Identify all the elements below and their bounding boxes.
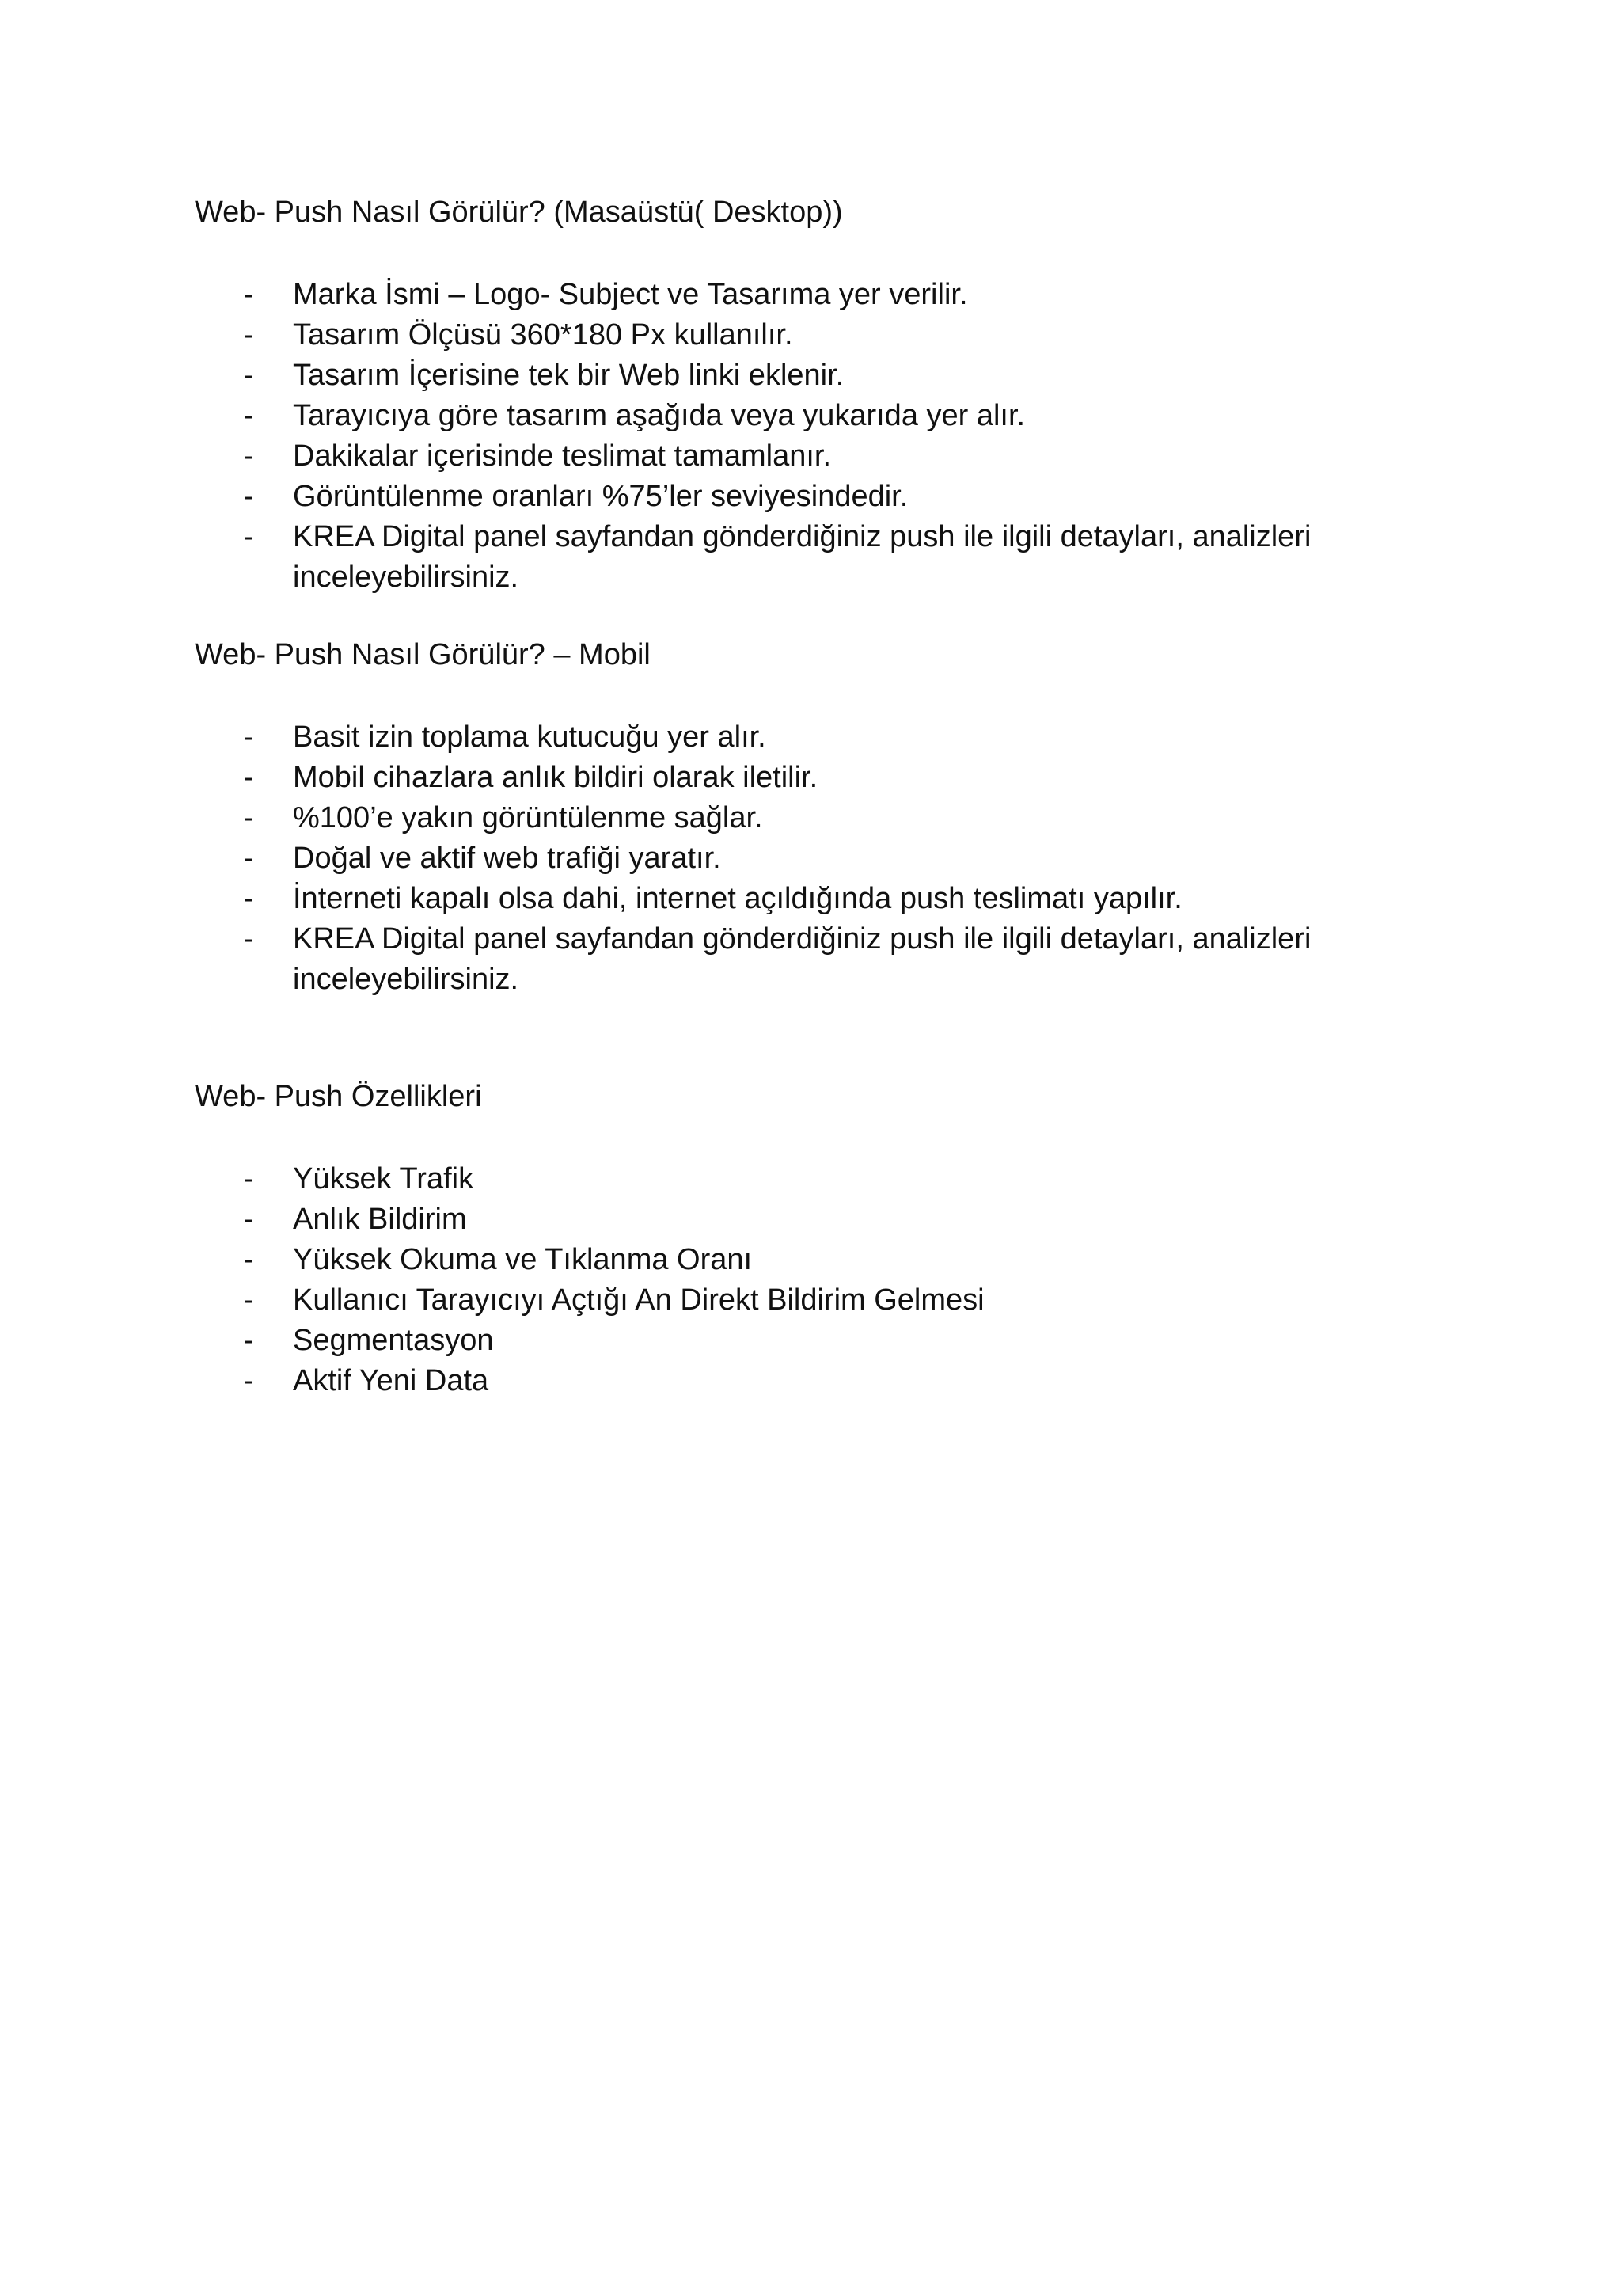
list-item-text: Tasarım Ölçüsü 360*180 Px kullanılır. bbox=[293, 318, 793, 352]
list-item bbox=[195, 717, 1461, 758]
list-item bbox=[195, 1280, 1461, 1321]
bullet-dash: - bbox=[244, 1364, 254, 1397]
bullet-dash: - bbox=[244, 439, 254, 473]
list-item-text: Segmentasyon bbox=[293, 1324, 494, 1357]
list-item-text: Mobil cihazlara anlık bildiri olarak iletilir. bbox=[293, 761, 818, 794]
section-mobile bbox=[195, 635, 1461, 1000]
bullet-dash: - bbox=[244, 1162, 254, 1196]
bullet-dash: - bbox=[244, 1283, 254, 1317]
list-item-text: Basit izin toplama kutucuğu yer alır. bbox=[293, 720, 766, 754]
list-item-text: Marka İsmi – Logo- Subject ve Tasarıma yer verilir. bbox=[293, 278, 968, 311]
section-heading: Web- Push Özellikleri bbox=[195, 1080, 482, 1113]
list-item-text: Anlık Bildirim bbox=[293, 1203, 467, 1236]
list-item bbox=[195, 1321, 1461, 1361]
list-item-text: Görüntülenme oranları %75’ler seviyesindedir. bbox=[293, 480, 909, 513]
list-item bbox=[195, 798, 1461, 838]
list-item bbox=[195, 436, 1461, 477]
bullet-list bbox=[195, 717, 1461, 1000]
list-item-text: Dakikalar içerisinde teslimat tamamlanır. bbox=[293, 439, 832, 473]
list-item-text: Tasarım İçerisine tek bir Web linki eklenir. bbox=[293, 359, 845, 392]
section-heading: Web- Push Nasıl Görülür? (Masaüstü( Desktop)) bbox=[195, 196, 843, 229]
list-item bbox=[195, 1199, 1461, 1240]
bullet-dash: - bbox=[244, 882, 254, 915]
list-item bbox=[195, 396, 1461, 436]
list-item-text: Kullanıcı Tarayıcıyı Açtığı An Direkt Bildirim Gelmesi bbox=[293, 1283, 985, 1317]
list-item-text: KREA Digital panel sayfandan gönderdiğiniz push ile ilgili detayları, analizleri inceleyebilirsiniz. bbox=[293, 922, 1312, 996]
list-item bbox=[195, 477, 1461, 517]
list-item bbox=[195, 919, 1461, 1000]
list-item-text: Aktif Yeni Data bbox=[293, 1364, 489, 1397]
list-item-text: Yüksek Okuma ve Tıklanma Oranı bbox=[293, 1243, 753, 1276]
list-item-text: Yüksek Trafik bbox=[293, 1162, 474, 1196]
bullet-dash: - bbox=[244, 922, 254, 956]
list-item bbox=[195, 838, 1461, 879]
section-heading: Web- Push Nasıl Görülür? – Mobil bbox=[195, 638, 651, 671]
list-item bbox=[195, 517, 1461, 598]
list-item-text: %100’e yakın görüntülenme sağlar. bbox=[293, 801, 763, 834]
list-item bbox=[195, 1159, 1461, 1199]
list-item bbox=[195, 275, 1461, 315]
bullet-dash: - bbox=[244, 278, 254, 311]
list-item-text: Tarayıcıya göre tasarım aşağıda veya yukarıda yer alır. bbox=[293, 399, 1026, 432]
bullet-dash: - bbox=[244, 318, 254, 352]
list-item-text: Doğal ve aktif web trafiği yaratır. bbox=[293, 842, 721, 875]
bullet-dash: - bbox=[244, 720, 254, 754]
list-item bbox=[195, 879, 1461, 919]
bullet-list bbox=[195, 1159, 1461, 1401]
bullet-dash: - bbox=[244, 399, 254, 432]
list-item bbox=[195, 758, 1461, 798]
bullet-dash: - bbox=[244, 1243, 254, 1276]
list-item-text: KREA Digital panel sayfandan gönderdiğiniz push ile ilgili detayları, analizleri inceleyebilirsiniz. bbox=[293, 520, 1312, 594]
bullet-dash: - bbox=[244, 1203, 254, 1236]
list-item bbox=[195, 1361, 1461, 1401]
section-features bbox=[195, 1077, 1461, 1401]
list-item bbox=[195, 315, 1461, 355]
bullet-dash: - bbox=[244, 480, 254, 513]
bullet-dash: - bbox=[244, 520, 254, 553]
section-desktop bbox=[195, 192, 1461, 598]
bullet-dash: - bbox=[244, 761, 254, 794]
bullet-dash: - bbox=[244, 359, 254, 392]
bullet-dash: - bbox=[244, 842, 254, 875]
list-item bbox=[195, 355, 1461, 396]
bullet-dash: - bbox=[244, 801, 254, 834]
list-item-text: İnterneti kapalı olsa dahi, internet açıldığında push teslimatı yapılır. bbox=[293, 882, 1183, 915]
bullet-dash: - bbox=[244, 1324, 254, 1357]
list-item bbox=[195, 1240, 1461, 1280]
bullet-list bbox=[195, 275, 1461, 598]
